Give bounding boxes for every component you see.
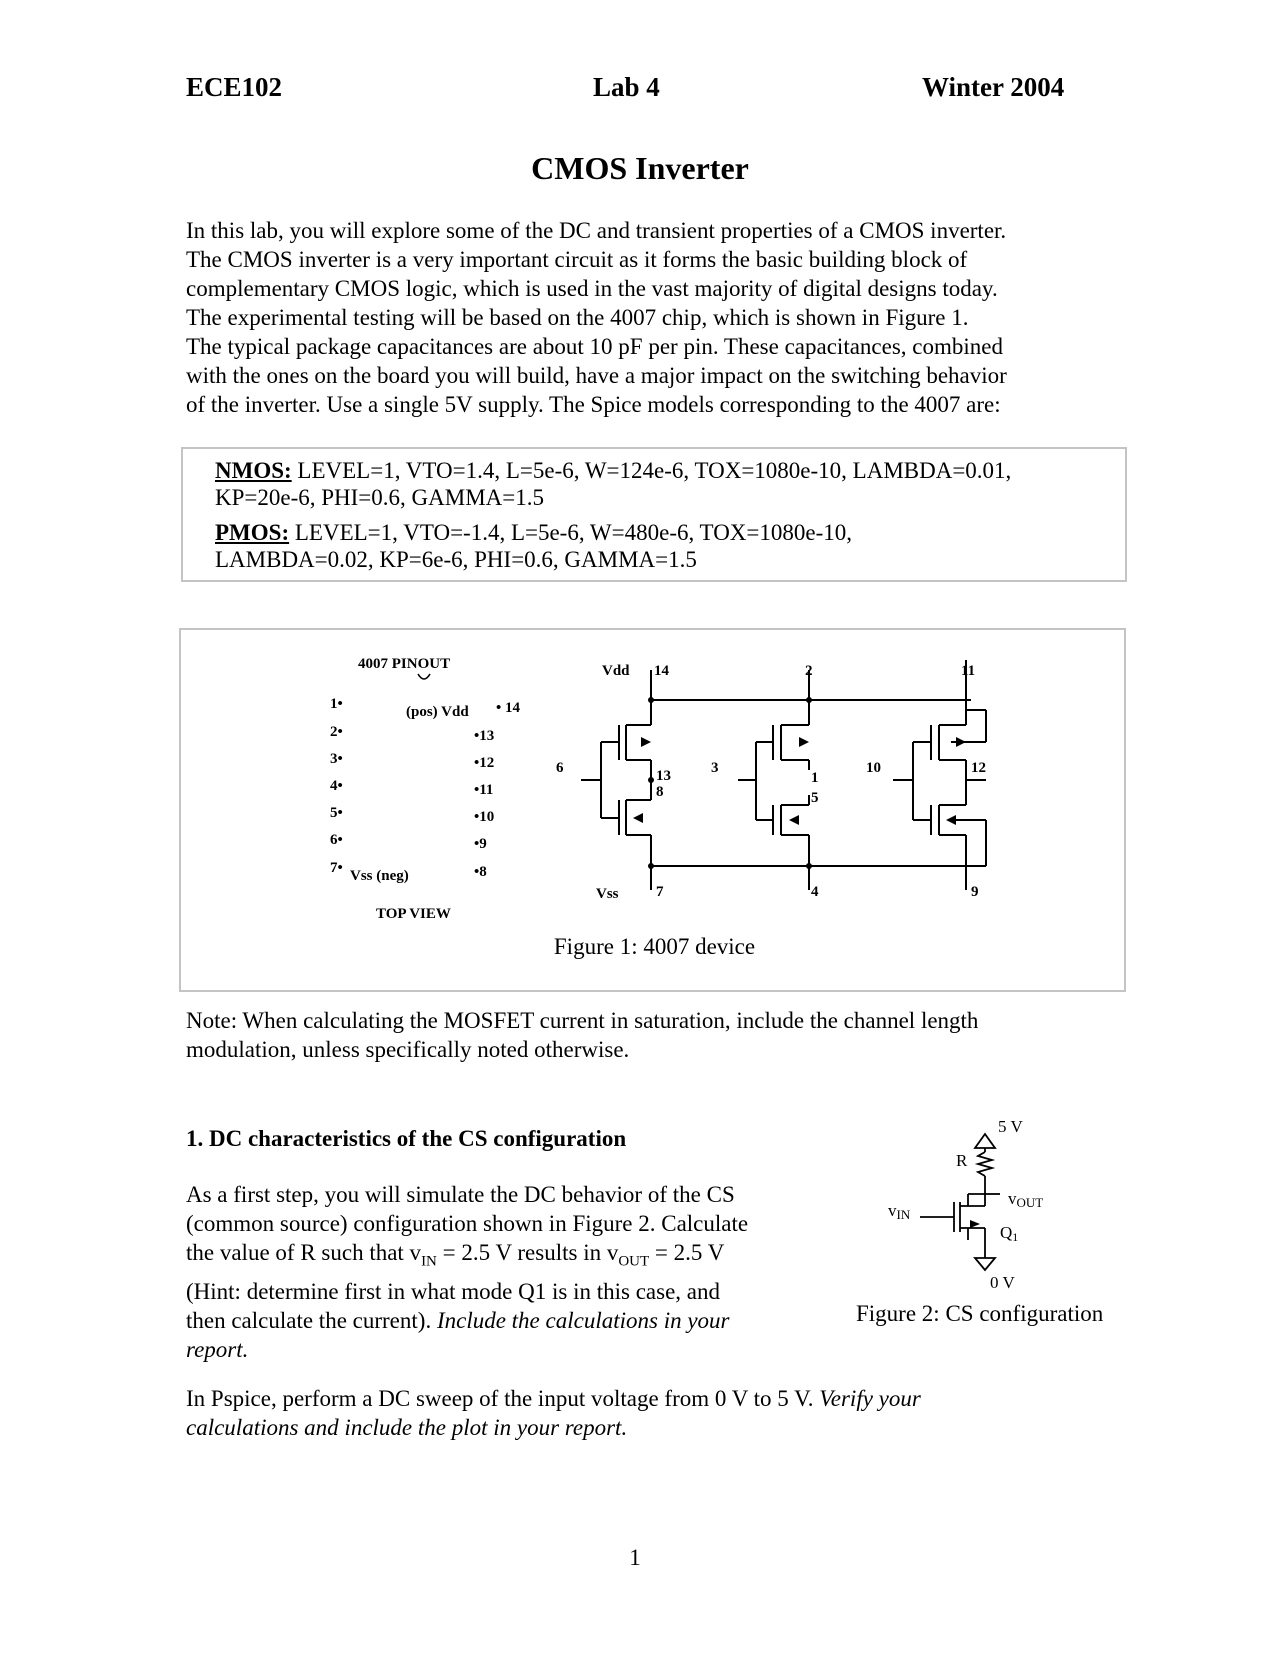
pmos-params-2: LAMBDA=0.02, KP=6e-6, PHI=0.6, GAMMA=1.5 (215, 547, 697, 572)
pin-label: 7• (330, 860, 343, 876)
pinout-title: 4007 PINOUT (358, 656, 451, 672)
nmos-label: NMOS: (215, 458, 292, 483)
node-label: 4 (811, 884, 819, 900)
node-label: 12 (971, 760, 986, 776)
pspice-line: In Pspice, perform a DC sweep of the input voltage from 0 V to 5 V. Verify your (186, 1386, 921, 1411)
pin-label: • 14 (496, 700, 521, 716)
node-label: 1 (811, 770, 819, 786)
intro-line: with the ones on the board you will build, have a major impact on the switching behavior (186, 363, 1007, 388)
figure2-caption: Figure 2: CS configuration (856, 1301, 1104, 1326)
vss-label: Vss (596, 886, 619, 902)
figure2-diagram (860, 1110, 1120, 1300)
pin-label: •9 (474, 836, 487, 852)
note-line: modulation, unless specifically noted otherwise. (186, 1037, 630, 1062)
pin-label: 4• (330, 778, 343, 794)
schematic-arrows (633, 697, 966, 869)
note-line: Note: When calculating the MOSFET current in saturation, include the channel length (186, 1008, 979, 1033)
page-title: CMOS Inverter (531, 150, 749, 186)
nmos-params-2: KP=20e-6, PHI=0.6, GAMMA=1.5 (215, 485, 544, 510)
node-label: 11 (961, 663, 976, 679)
section1-paragraph (186, 1180, 826, 1364)
pmos-params-1: LEVEL=1, VTO=-1.4, L=5e-6, W=480e-6, TOX=1080e-10, (289, 520, 853, 545)
spice-models-box (181, 447, 1127, 582)
resistor-label: R (956, 1151, 968, 1170)
pmos-model (215, 519, 1115, 573)
node-label: 5 (811, 790, 819, 806)
vout-label: vOUT (1008, 1189, 1044, 1210)
page-number: 1 (629, 1545, 641, 1570)
term: Winter 2004 (922, 72, 1065, 102)
q1-label: Q1 (1000, 1223, 1019, 1244)
intro-line: The experimental testing will be based on the 4007 chip, which is shown in Figure 1. (186, 305, 969, 330)
intro-line: In this lab, you will explore some of the DC and transient properties of a CMOS inverter. (186, 218, 1007, 243)
vdd-label: Vdd (602, 663, 630, 679)
lab-number: Lab 4 (593, 72, 660, 102)
nmos-params-1: LEVEL=1, VTO=1.4, L=5e-6, W=124e-6, TOX=1080e-10, LAMBDA=0.01, (291, 458, 1012, 483)
section1-heading: 1. DC characteristics of the CS configuration (186, 1126, 627, 1151)
top-view-label: TOP VIEW (376, 906, 451, 922)
pos-vdd-label: (pos) Vdd (406, 704, 469, 720)
intro-paragraph (186, 216, 1186, 419)
figure1-caption: Figure 1: 4007 device (553, 934, 756, 959)
node-label: 6 (556, 760, 564, 776)
section1-line: (Hint: determine first in what mode Q1 is in this case, and (186, 1278, 720, 1304)
supply-label: 5 V (998, 1117, 1023, 1136)
pin-label: •11 (474, 782, 494, 798)
intro-line: of the inverter. Use a single 5V supply. The Spice models corresponding to the 4007 are: (186, 392, 1001, 417)
node-label: 2 (805, 663, 813, 679)
pin-label: 5• (330, 805, 343, 821)
node-label: 7 (656, 884, 664, 900)
pin-label: •13 (474, 728, 495, 744)
pin-label: •8 (474, 864, 487, 880)
node-label: 10 (866, 760, 881, 776)
intro-line: The typical package capacitances are about 10 pF per pin. These capacitances, combined (186, 334, 1003, 359)
intro-line: The CMOS inverter is a very important circuit as it forms the basic building block of (186, 247, 968, 272)
section1-line: (common source) configuration shown in Figure 2. Calculate (186, 1211, 749, 1236)
node-label: 8 (656, 784, 664, 800)
schematic-wires (581, 660, 986, 890)
course-code: ECE102 (186, 72, 283, 102)
node-label: 3 (711, 760, 719, 776)
nmos-model (215, 457, 1115, 511)
figure1-box (179, 628, 1126, 992)
pin-label: •10 (474, 809, 495, 825)
node-label: 14 (654, 663, 669, 679)
notch-icon (418, 674, 430, 679)
ground-label: 0 V (990, 1273, 1015, 1292)
vss-neg-label: Vss (neg) (350, 868, 409, 884)
section1-line: the value of R such that $v_{IN} = 2.5$ V results in $v_{OUT} = 2.5$ V (186, 1240, 725, 1270)
pin-label: •12 (474, 755, 495, 771)
section1-line: then calculate the current). Include the calculations in your (186, 1307, 730, 1333)
pspice-paragraph (186, 1384, 1186, 1442)
node-label: 9 (971, 884, 979, 900)
note-paragraph (186, 1006, 1186, 1064)
intro-line: complementary CMOS logic, which is used in the vast majority of digital designs today. (186, 276, 998, 301)
pin-label: 3• (330, 751, 343, 767)
vin-label: vIN (888, 1201, 911, 1222)
section1-line: As a first step, you will simulate the DC behavior of the CS (186, 1182, 735, 1207)
pmos-label: PMOS: (215, 520, 290, 545)
pin-label: 2• (330, 724, 343, 740)
pin-label: 6• (330, 832, 343, 848)
node-label: 13 (656, 768, 671, 784)
section1-line: report. (186, 1336, 249, 1362)
pin-label: 1• (330, 696, 343, 712)
pspice-line: calculations and include the plot in your report. (186, 1415, 628, 1440)
